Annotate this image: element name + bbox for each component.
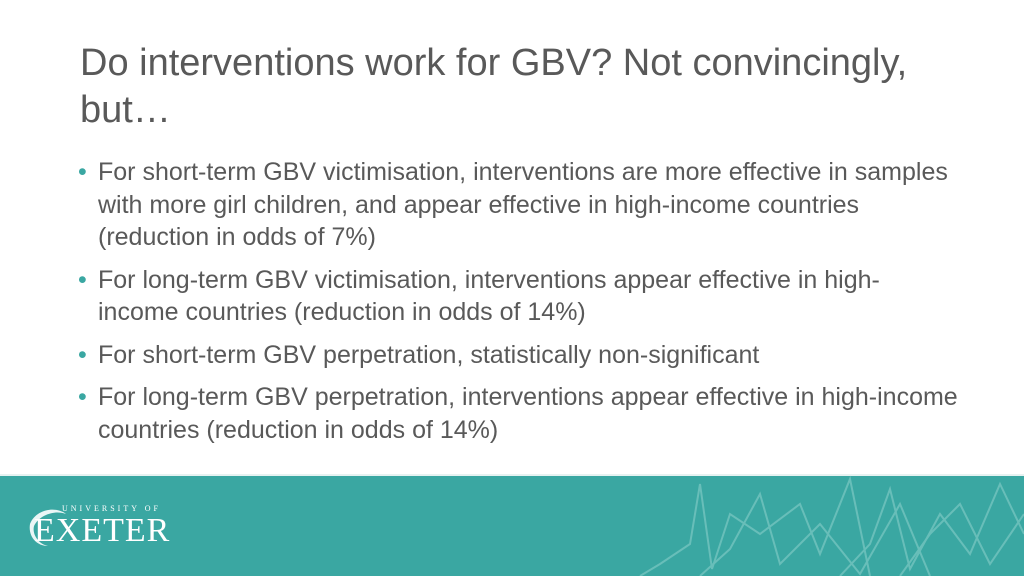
bullet-item — [78, 381, 958, 446]
bullet-item — [78, 339, 958, 372]
bullet-dot-icon: • — [78, 158, 87, 186]
slide-title: Do interventions work for GBV? Not convincingly, but… — [80, 42, 908, 131]
bullet-item — [78, 264, 958, 329]
bullet-dot-icon: • — [78, 383, 87, 411]
logo-exeter: EXETER — [34, 512, 171, 549]
bullet-text: For short-term GBV victimisation, interventions are more effective in samples with more girl children, and appear effective in high-income countries (reduction in odds of 7%) — [98, 158, 948, 251]
bullet-text: For long-term GBV victimisation, interventions appear effective in high-income countries (reduction in odds of 14%) — [98, 265, 880, 326]
university-logo — [26, 504, 176, 554]
bullet-list — [78, 156, 958, 456]
bullet-text: For short-term GBV perpetration, statistically non-significant — [98, 340, 760, 369]
bullet-dot-icon: • — [78, 340, 87, 369]
footer-band — [0, 474, 1024, 576]
bullet-dot-icon: • — [78, 265, 87, 294]
bullet-text: For long-term GBV perpetration, interventions appear effective in high-income countries (reduction in odds of 14%) — [98, 383, 958, 444]
logo-university-of: UNIVERSITY OF — [62, 504, 161, 513]
bullet-item — [78, 156, 958, 254]
